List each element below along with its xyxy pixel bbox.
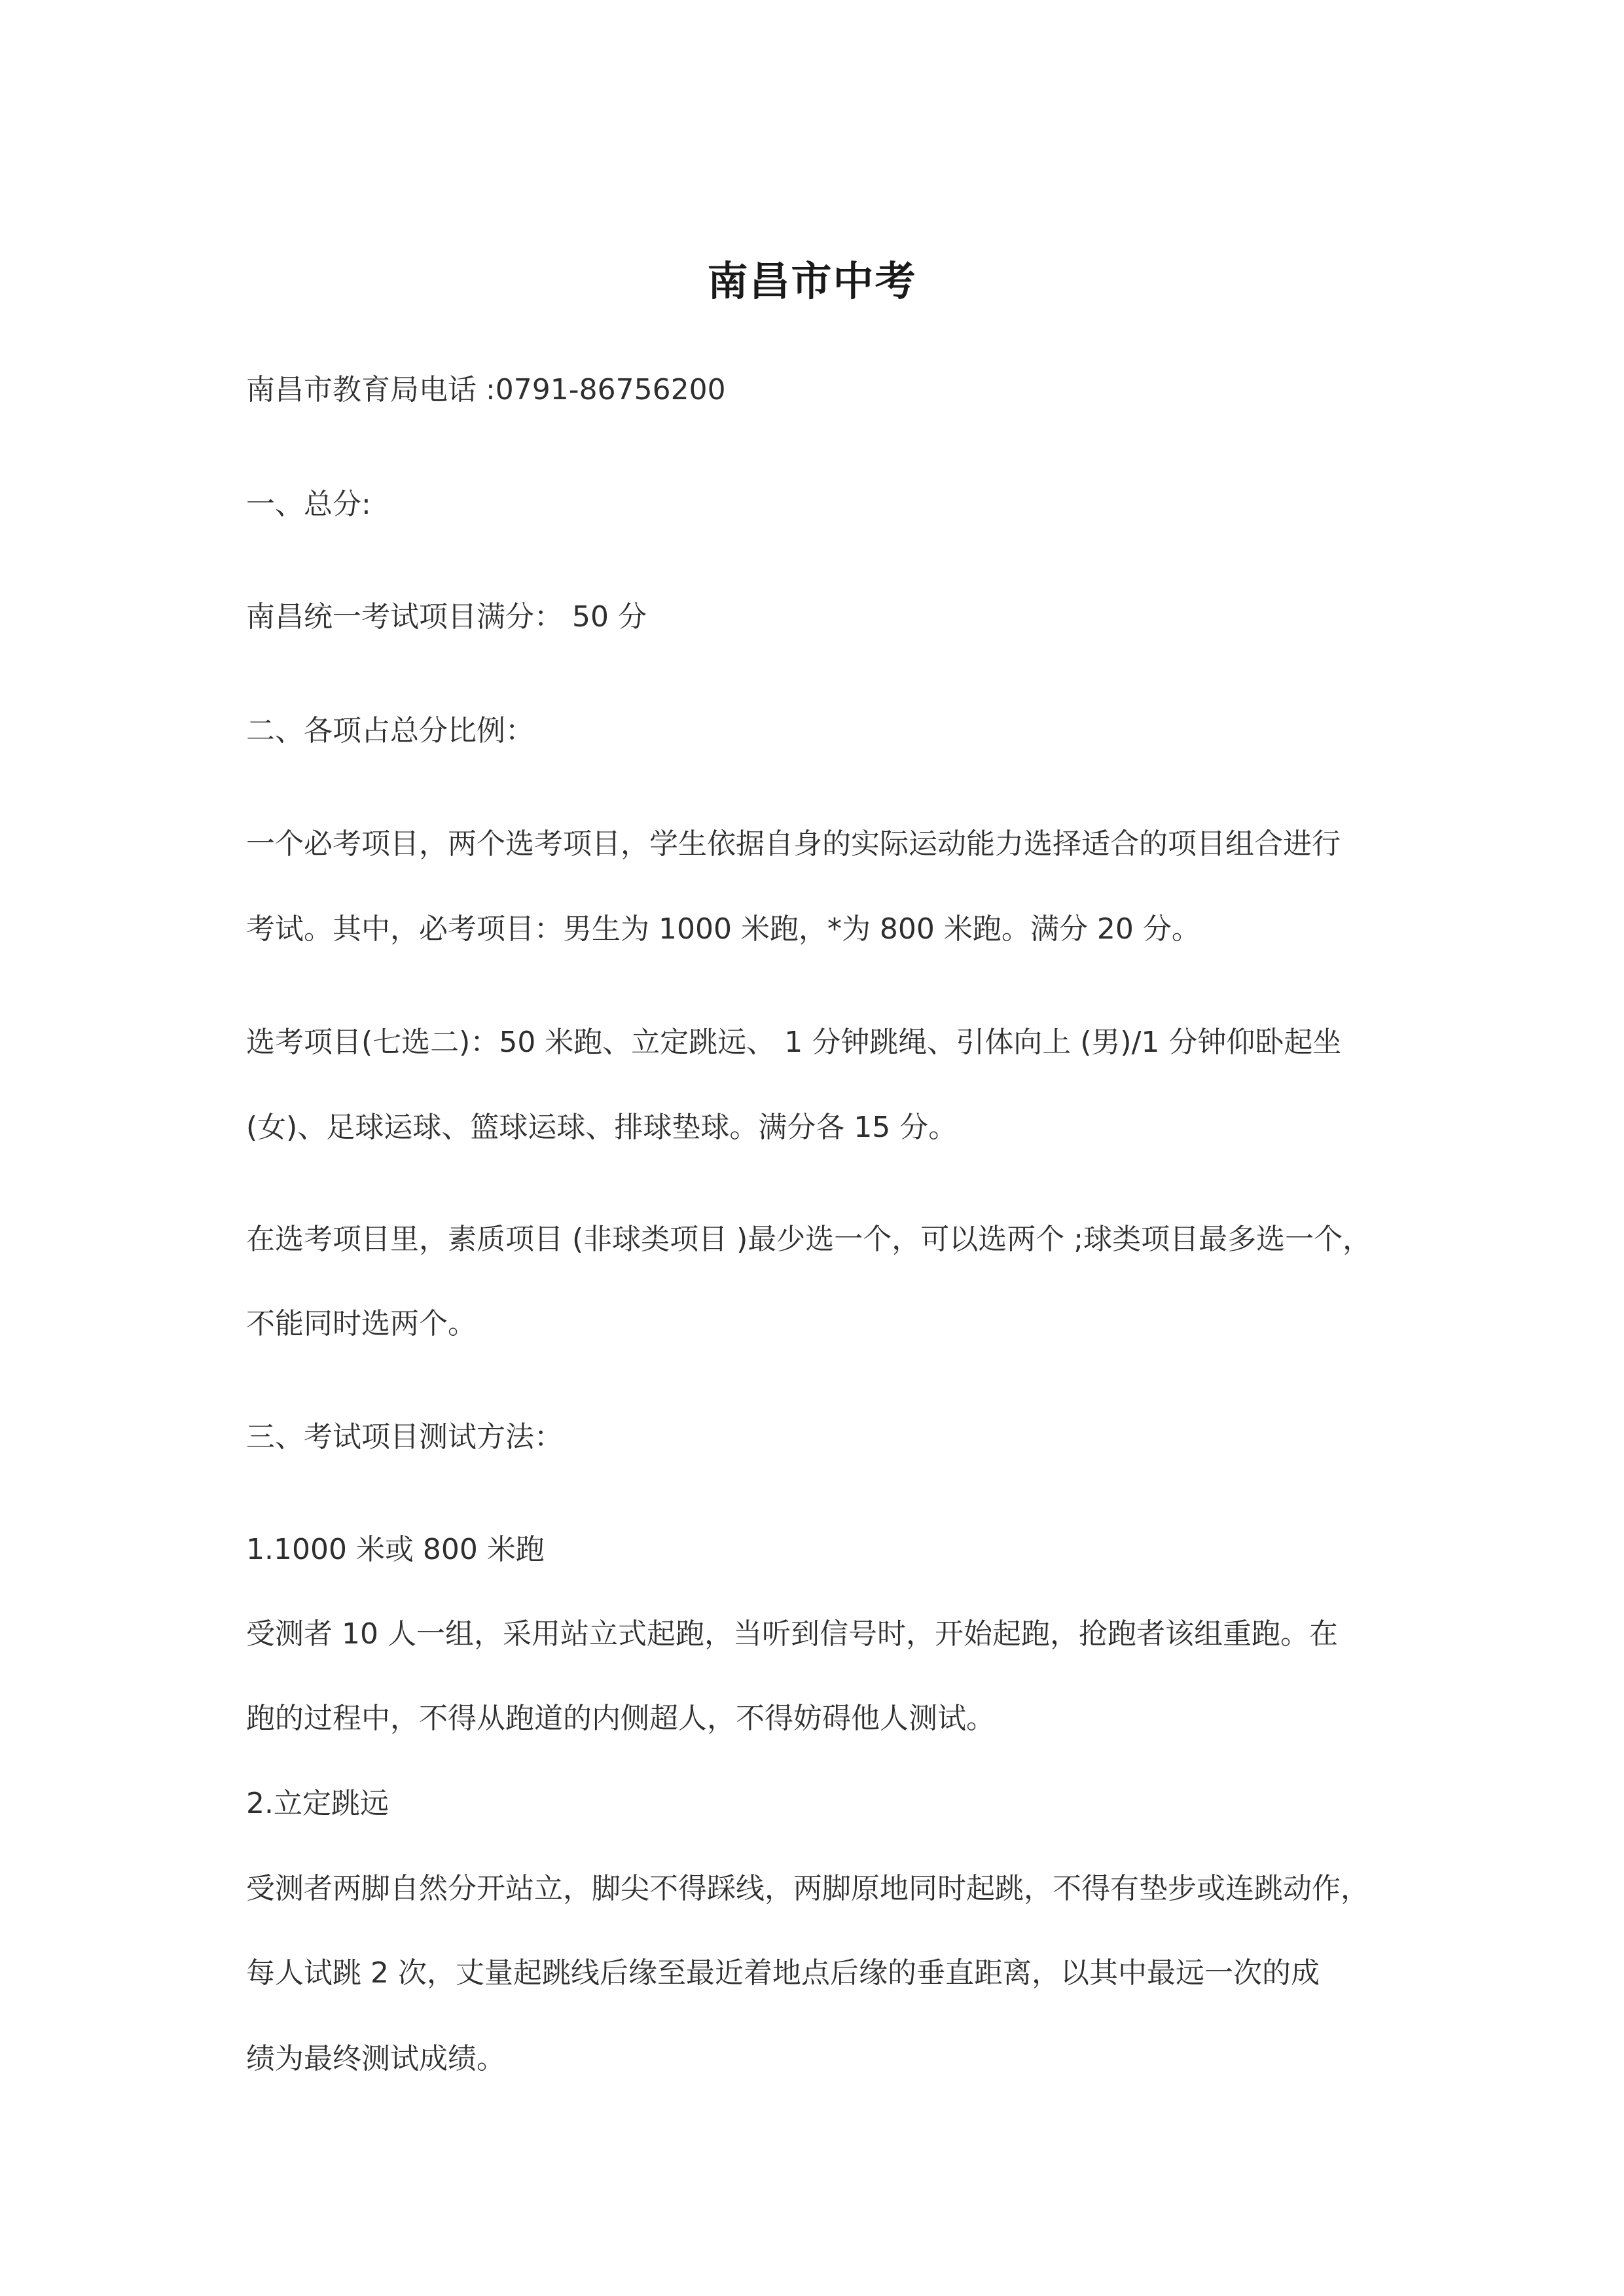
paragraph-line: 绩为最终测试成绩。 <box>246 2042 505 2075</box>
paragraph-line: 考试。其中，必考项目：男生为 1000 米跑，*为 800 米跑。满分 20 分。 <box>246 912 1200 946</box>
subheading-run: 1.1000 米或 800 米跑 <box>246 1533 545 1566</box>
section-heading-total-score: 一、总分: <box>246 488 371 521</box>
paragraph-line: 受测者 10 人一组，采用站立式起跑，当听到信号时，开始起跑，抢跑者该组重跑。在 <box>246 1617 1338 1651</box>
contact-phone-line: 南昌市教育局电话 :0791-86756200 <box>246 373 726 406</box>
paragraph-line: 在选考项目里，素质项目 (非球类项目 )最少选一个，可以选两个 ;球类项目最多选一个， <box>246 1223 1372 1256</box>
paragraph-line: 受测者两脚自然分开站立，脚尖不得踩线，两脚原地同时起跳，不得有垫步或连跳动作， <box>246 1872 1369 1905</box>
section-heading-test-methods: 三、考试项目测试方法： <box>246 1420 563 1454</box>
full-score-line: 南昌统一考试项目满分： 50 分 <box>246 600 647 634</box>
paragraph-line: 跑的过程中，不得从跑道的内侧超人，不得妨碍他人测试。 <box>246 1702 995 1735</box>
paragraph-line: 每人试跳 2 次，丈量起跳线后缘至最近着地点后缘的垂直距离，以其中最远一次的成 <box>246 1956 1320 1990</box>
section-heading-ratio: 二、各项占总分比例： <box>246 714 534 747</box>
paragraph-line: (女)、足球运球、篮球运球、排球垫球。满分各 15 分。 <box>246 1111 958 1144</box>
paragraph-line: 不能同时选两个。 <box>246 1307 477 1340</box>
paragraph-line: 选考项目(七选二)：50 米跑、立定跳远、 1 分钟跳绳、引体向上 (男)/1 分钟仰卧起坐 <box>246 1026 1342 1059</box>
paragraph-line: 一个必考项目，两个选考项目，学生依据自身的实际运动能力选择适合的项目组合进行 <box>246 827 1341 861</box>
subheading-standing-long-jump: 2.立定跳远 <box>246 1787 389 1820</box>
page-title: 南昌市中考 <box>707 257 917 305</box>
